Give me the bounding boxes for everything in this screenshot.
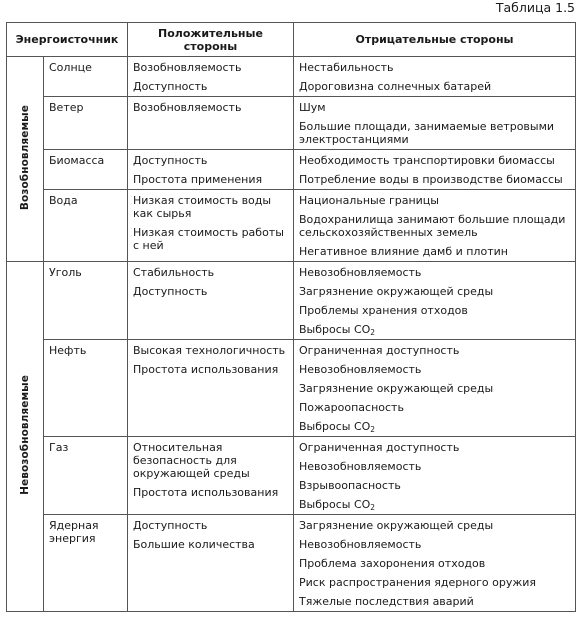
negative-item: Пожароопасность: [299, 401, 404, 414]
negative-item: Ограниченная доступность: [299, 344, 460, 357]
source-name: Ветер: [49, 101, 84, 114]
source-cell: [44, 190, 128, 262]
positive-item: Доступность: [133, 80, 208, 93]
negative-item: Необходимость транспортировки биомассы: [299, 154, 555, 167]
group-label: Невозобновляемые: [18, 375, 31, 495]
table-row: [7, 150, 576, 190]
negative-item: Выбросы $CO_2$: [299, 420, 376, 434]
positive-cell: [128, 57, 294, 97]
positive-item: Простота применения: [133, 173, 263, 186]
table-row: [7, 190, 576, 262]
energy-sources-table: [6, 22, 576, 612]
source-cell: [44, 340, 128, 437]
negative-item: Выбросы $CO_2$: [299, 498, 376, 512]
positive-cell: [128, 515, 294, 612]
negative-item: Проблемы хранения отходов: [299, 304, 468, 317]
positive-item: Низкая стоимость воды как сырья: [133, 194, 272, 220]
source-cell: [44, 57, 128, 97]
negative-item: Риск распространения ядерного оружия: [299, 576, 537, 589]
table-header-row: [7, 23, 576, 57]
negative-cell: [294, 262, 576, 340]
negative-item: Загрязнение окружающей среды: [299, 519, 494, 532]
negative-cell: [294, 437, 576, 515]
positive-cell: [128, 437, 294, 515]
source-name: Ядерная энергия: [49, 519, 99, 545]
source-cell: [44, 150, 128, 190]
positive-cell: [128, 340, 294, 437]
positive-cell: [128, 97, 294, 150]
negative-item: Выбросы $CO_2$: [299, 323, 376, 337]
source-name: Биомасса: [49, 154, 105, 167]
positive-item: Относительная безопасность для окружающей среды: [133, 441, 250, 480]
positive-item: Возобновляемость: [133, 61, 242, 74]
table-caption: Таблица 1.5: [495, 0, 575, 15]
table-row: [7, 437, 576, 515]
negative-item: Большие площади, занимаемые ветровыми электростанциями: [299, 120, 555, 146]
positive-cell: [128, 150, 294, 190]
source-name: Вода: [49, 194, 78, 207]
negative-item: Взрывоопасность: [299, 479, 401, 492]
header-source: Энергоисточник: [7, 23, 128, 57]
positive-item: Низкая стоимость работы с ней: [133, 226, 284, 252]
positive-item: Возобновляемость: [133, 101, 242, 114]
group-label-cell: [7, 57, 44, 262]
negative-item: Тяжелые последствия аварий: [299, 595, 474, 608]
group-label: Возобновляемые: [18, 104, 31, 211]
table-row: [7, 262, 576, 340]
negative-item: Нестабильность: [299, 61, 394, 74]
negative-item: Загрязнение окружающей среды: [299, 382, 494, 395]
negative-item: Невозобновляемость: [299, 460, 422, 473]
positive-item: Простота использования: [133, 363, 279, 376]
negative-item: Национальные границы: [299, 194, 439, 207]
negative-item: Шум: [299, 101, 326, 114]
positive-cell: [128, 262, 294, 340]
negative-cell: [294, 97, 576, 150]
positive-item: Доступность: [133, 285, 208, 298]
source-name: Солнце: [49, 61, 92, 74]
header-positive: Положительные стороны: [128, 23, 294, 57]
negative-cell: [294, 190, 576, 262]
group-label-cell: [7, 262, 44, 612]
table-row: [7, 97, 576, 150]
positive-item: Стабильность: [133, 266, 215, 279]
positive-item: Доступность: [133, 519, 208, 532]
negative-item: Ограниченная доступность: [299, 441, 460, 454]
source-cell: [44, 437, 128, 515]
negative-cell: [294, 340, 576, 437]
negative-item: Проблема захоронения отходов: [299, 557, 486, 570]
negative-item: Потребление воды в производстве биомассы: [299, 173, 563, 186]
source-name: Нефть: [49, 344, 87, 357]
negative-item: Дороговизна солнечных батарей: [299, 80, 492, 93]
negative-item: Водохранилища занимают большие площади сельскохозяйственных земель: [299, 213, 566, 239]
positive-item: Доступность: [133, 154, 208, 167]
positive-cell: [128, 190, 294, 262]
header-negative: Отрицательные стороны: [294, 23, 576, 57]
source-cell: [44, 97, 128, 150]
source-cell: [44, 262, 128, 340]
source-cell: [44, 515, 128, 612]
positive-item: Простота использования: [133, 486, 279, 499]
negative-cell: [294, 150, 576, 190]
table-row: [7, 515, 576, 612]
negative-item: Невозобновляемость: [299, 363, 422, 376]
negative-item: Невозобновляемость: [299, 266, 422, 279]
negative-item: Невозобновляемость: [299, 538, 422, 551]
negative-cell: [294, 57, 576, 97]
negative-cell: [294, 515, 576, 612]
positive-item: Высокая технологичность: [133, 344, 286, 357]
source-name: Уголь: [49, 266, 82, 279]
negative-item: Негативное влияние дамб и плотин: [299, 245, 508, 258]
table-row: [7, 340, 576, 437]
positive-item: Большие количества: [133, 538, 255, 551]
table-row: [7, 57, 576, 97]
negative-item: Загрязнение окружающей среды: [299, 285, 494, 298]
source-name: Газ: [49, 441, 69, 454]
